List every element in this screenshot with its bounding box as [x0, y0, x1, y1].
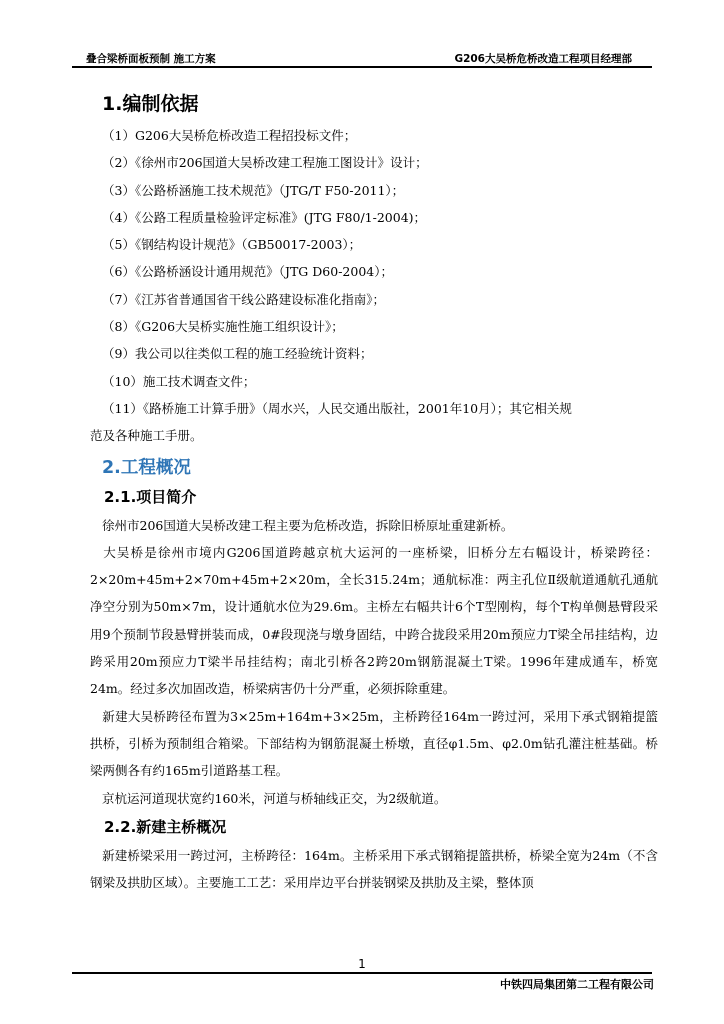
section-heading-overview: 2.工程概况: [102, 457, 191, 478]
reference-item: （6）《公路桥涵设计通用规范》（JTG D60-2004）；: [102, 264, 393, 280]
subsection-heading-intro: 2.1.项目简介: [104, 487, 197, 506]
reference-item: （4）《公路工程质量检验评定标准》(JTG F80/1-2004)；: [102, 209, 427, 225]
header-doc-title: 叠合梁桥面板预制 施工方案: [86, 53, 216, 65]
paragraph: [90, 512, 658, 539]
page-header: [72, 50, 652, 68]
reference-item: （8）《G206大吴桥实施性施工组织设计》；: [102, 319, 344, 335]
page-number: 1: [358, 957, 366, 971]
reference-continuation: 范及各种施工手册。: [90, 428, 203, 444]
paragraph-text: 徐州市206国道大吴桥改建工程主要为危桥改造，拆除旧桥原址重建新桥。: [102, 517, 514, 533]
section-heading-basis: 1.编制依据: [102, 93, 199, 115]
paragraph: [90, 703, 658, 785]
reference-item: （5）《钢结构设计规范》（GB50017-2003）；: [102, 237, 362, 253]
document-body: [90, 88, 658, 896]
header-project-dept: G206大吴桥危桥改造工程项目经理部: [454, 53, 632, 65]
paragraph: [90, 785, 658, 812]
paragraph-text: 京杭运河道现状宽约160米，河道与桥轴线正交，为2级航道。: [102, 790, 447, 806]
subsection-heading-main-bridge: 2.2.新建主桥概况: [104, 817, 227, 836]
reference-item: （11）《路桥施工计算手册》（周水兴，人民交通出版社，2001年10月）；其它相关规: [102, 400, 572, 416]
paragraph-text: 新建大吴桥跨径布置为3×25m+164m+3×25m，主桥跨径164m一跨过河，采用下承式钢箱提篮拱桥，引桥为预制组合箱梁。下部结构为钢筋混凝土桥墩，直径φ1.5m、φ2.0m钻孔灌注桩基础。桥梁两侧各有约165m引道路基工程。: [90, 708, 658, 779]
reference-item: （7）《江苏省普通国省干线公路建设标准化指南》；: [102, 291, 385, 307]
reference-item: （3）《公路桥涵施工技术规范》（JTG/T F50-2011）；: [102, 182, 405, 198]
paragraph: [90, 842, 658, 897]
footer-company: 中铁四局集团第二工程有限公司: [500, 978, 654, 991]
reference-item: （9）我公司以往类似工程的施工经验统计资料；: [102, 346, 373, 362]
paragraph-text: 新建桥梁采用一跨过河，主桥跨径：164m。主桥采用下承式钢箱提篮拱桥，桥梁全宽为24m（不含钢梁及拱肋区域）。主要施工工艺：采用岸边平台拼装钢梁及拱肋及主梁，整体顶: [90, 847, 658, 891]
paragraph-text: 大吴桥是徐州市境内G206国道跨越京杭大运河的一座桥梁，旧桥分左右幅设计，桥梁跨径：2×20m+45m+2×70m+45m+2×20m，全长315.24m；通航标准：两主孔位Ⅱ级航道通航孔通航净空分别为50m×7m，设计通航水位为29.6m。主桥左右幅共计6个T型刚构，每个T构单侧悬臂段采用9个预制节段悬臂拼装而成，0#段现浇与墩身固结，中跨合拢段采用20m预应力T梁全吊挂结构，边跨采用20m预应力T梁半吊挂结构；南北引桥各2跨20m钢筋混凝土T梁。1996年建成通车，桥宽24m。经过多次加固改造，桥梁病害仍十分严重，必须拆除重建。: [90, 544, 658, 697]
reference-item: （2）《徐州市206国道大吴桥改建工程施工图设计》设计；: [102, 155, 428, 171]
footer-divider: [72, 972, 652, 974]
reference-item: （1）G206大吴桥危桥改造工程招投标文件；: [102, 128, 357, 143]
reference-item: （10）施工技术调查文件；: [102, 373, 256, 389]
paragraph: [90, 539, 658, 703]
